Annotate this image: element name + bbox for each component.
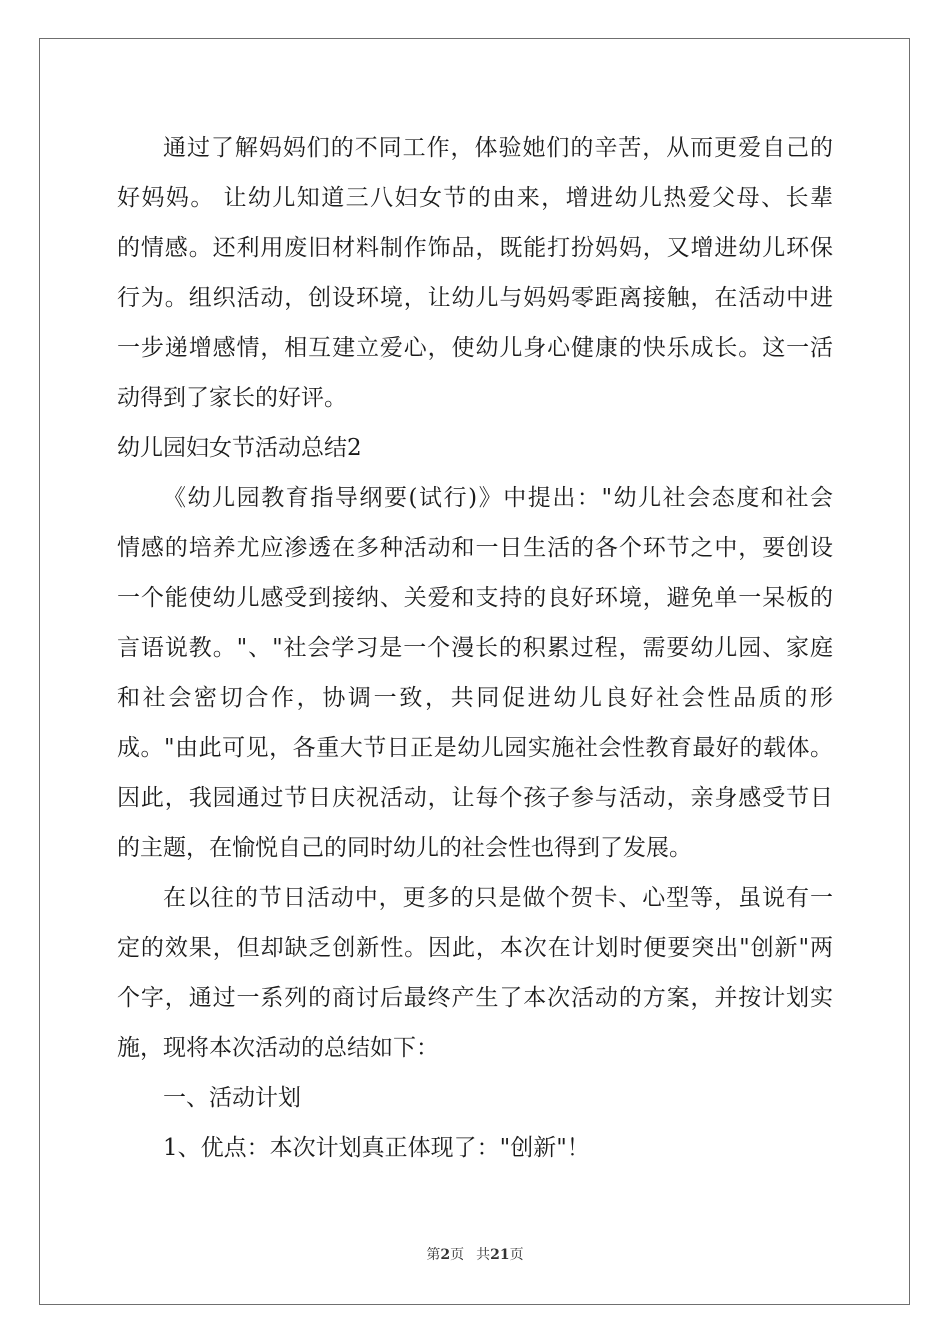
text-line: 施，现将本次活动的总结如下： [117,1035,439,1061]
text-line: 动得到了家长的好评。 [117,385,347,411]
footer-prefix: 第 [426,1247,441,1263]
page-footer [0,1244,950,1264]
footer-page-unit: 页 [450,1247,465,1263]
text-line: 通过了解妈妈们的不同工作，体验她们的辛苦，从而更爱自己的 [163,135,833,161]
text-line: 在以往的节日活动中，更多的只是做个贺卡、心型等，虽说有一 [163,885,833,911]
text-line: 一步递增感情，相互建立爱心，使幼儿身心健康的快乐成长。这一活 [117,335,833,361]
document-body [117,128,833,1178]
text-line: 行为。组织活动，创设环境，让幼儿与妈妈零距离接触，在活动中进 [117,285,833,311]
text-line: 和社会密切合作，协调一致，共同促进幼儿良好社会性品质的形 [117,685,833,711]
text-line: 好妈妈。 让幼儿知道三八妇女节的由来，增进幼儿热爱父母、长辈 [117,185,833,211]
text-line: 情感的培养尤应渗透在多种活动和一日生活的各个环节之中，要创设 [117,535,833,561]
total-pages: 21 [490,1247,510,1263]
text-line: 的情感。还利用废旧材料制作饰品，既能打扮妈妈，又增进幼儿环保 [117,235,833,261]
text-line: 因此，我园通过节日庆祝活动，让每个孩子参与活动，亲身感受节日 [117,785,833,811]
text-line: 的主题，在愉悦自己的同时幼儿的社会性也得到了发展。 [117,835,692,861]
text-line: 言语说教。"、"社会学习是一个漫长的积累过程，需要幼儿园、家庭 [117,635,833,661]
section-heading: 幼儿园妇女节活动总结2 [117,435,362,461]
footer-total-unit: 页 [509,1247,524,1263]
text-line: 定的效果，但却缺乏创新性。因此，本次在计划时便要突出"创新"两 [117,935,833,961]
footer-total-prefix: 共 [476,1247,491,1263]
text-line: 一个能使幼儿感受到接纳、关爱和支持的良好环境，避免单一呆板的 [117,585,833,611]
text-line: 个字，通过一系列的商讨后最终产生了本次活动的方案，并按计划实 [117,985,833,1011]
text-line: 1、优点：本次计划真正体现了："创新"！ [163,1135,590,1161]
page-number: 2 [440,1247,451,1263]
text-line: 《幼儿园教育指导纲要(试行)》中提出："幼儿社会态度和社会 [163,485,833,511]
subheading: 一、活动计划 [163,1085,301,1111]
text-line: 成。"由此可见，各重大节日正是幼儿园实施社会性教育最好的载体。 [117,735,833,761]
